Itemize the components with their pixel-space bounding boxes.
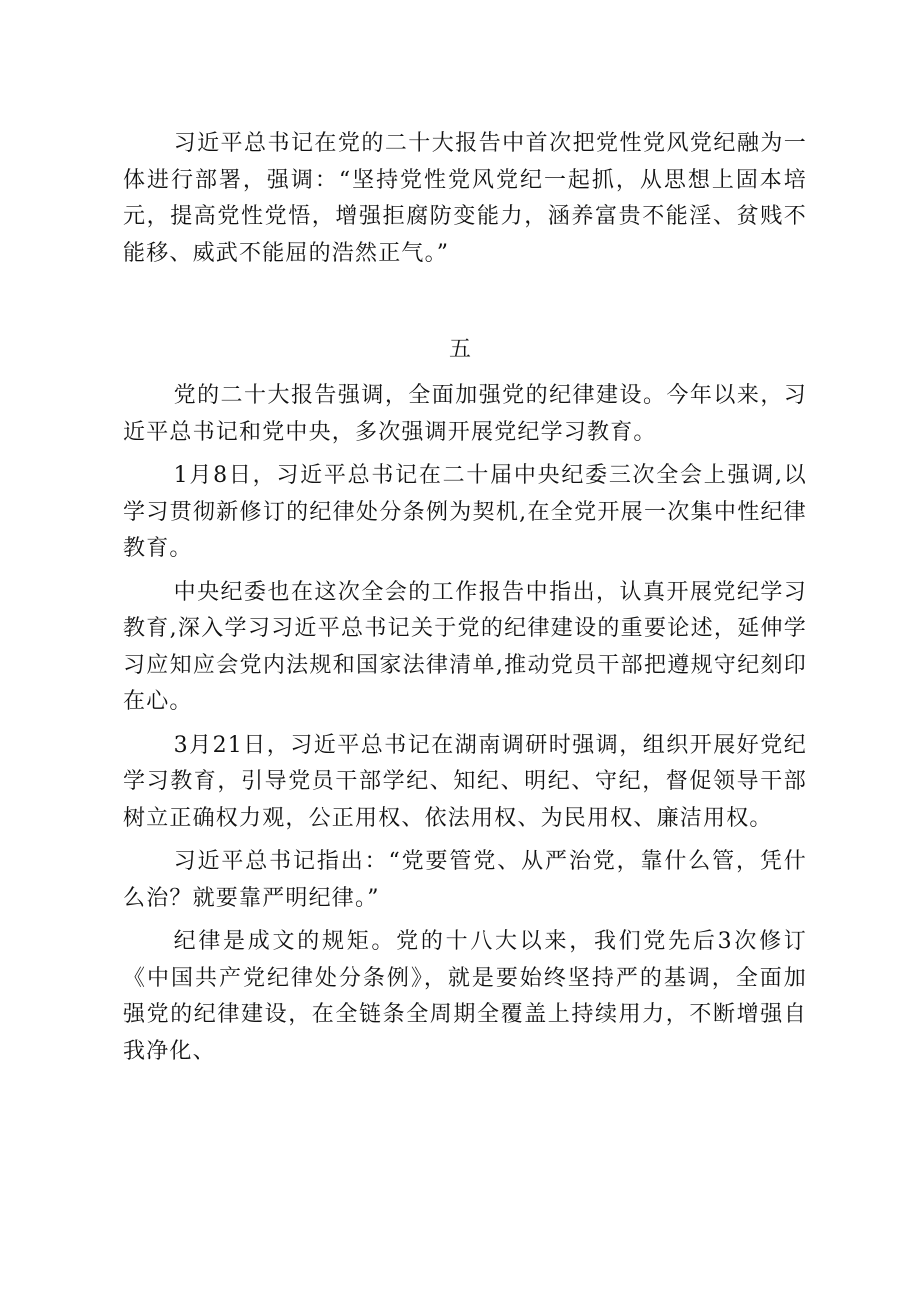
intro-paragraph: 习近平总书记在党的二十大报告中首次把党性党风党纪融为一体进行部署，强调：“坚持党性党风党纪一起抓，从思想上固本培元，提高党性党悟，增强拒腐防变能力，涵养富贵不能淫、贫贱不能移、威武不能屈的浩然正气。” bbox=[123, 131, 807, 266]
paragraph: 中央纪委也在这次全会的工作报告中指出，认真开展党纪学习教育,深入学习习近平总书记关于党的纪律建设的重要论述，延伸学习应知应会党内法规和国家法律清单,推动党员干部把遵规守纪刻印在心。 bbox=[123, 579, 807, 714]
paragraph: 党的二十大报告强调，全面加强党的纪律建设。今年以来，习近平总书记和党中央，多次强调开展党纪学习教育。 bbox=[123, 383, 807, 445]
paragraph: 3月21日，习近平总书记在湖南调研时强调，组织开展好党纪学习教育，引导党员干部学纪、知纪、明纪、守纪，督促领导干部树立正确权力观，公正用权、依法用权、为民用权、廉洁用权。 bbox=[123, 732, 807, 831]
section-body bbox=[123, 378, 807, 1077]
paragraph: 习近平总书记指出：“党要管党、从严治党，靠什么管，凭什么治？就要靠严明纪律。” bbox=[123, 849, 807, 911]
paragraph: 1月8日，习近平总书记在二十届中央纪委三次全会上强调,以学习贯彻新修订的纪律处分条例为契机,在全党开展一次集中性纪律教育。 bbox=[123, 463, 807, 561]
section-heading: 五 bbox=[448, 337, 471, 362]
intro-block bbox=[123, 126, 807, 272]
paragraph: 纪律是成文的规矩。党的十八大以来，我们党先后3次修订《中国共产党纪律处分条例》，就是要始终坚持严的基调，全面加强党的纪律建设，在全链条全周期全覆盖上持续用力，不断增强自我净化、 bbox=[123, 929, 807, 1064]
